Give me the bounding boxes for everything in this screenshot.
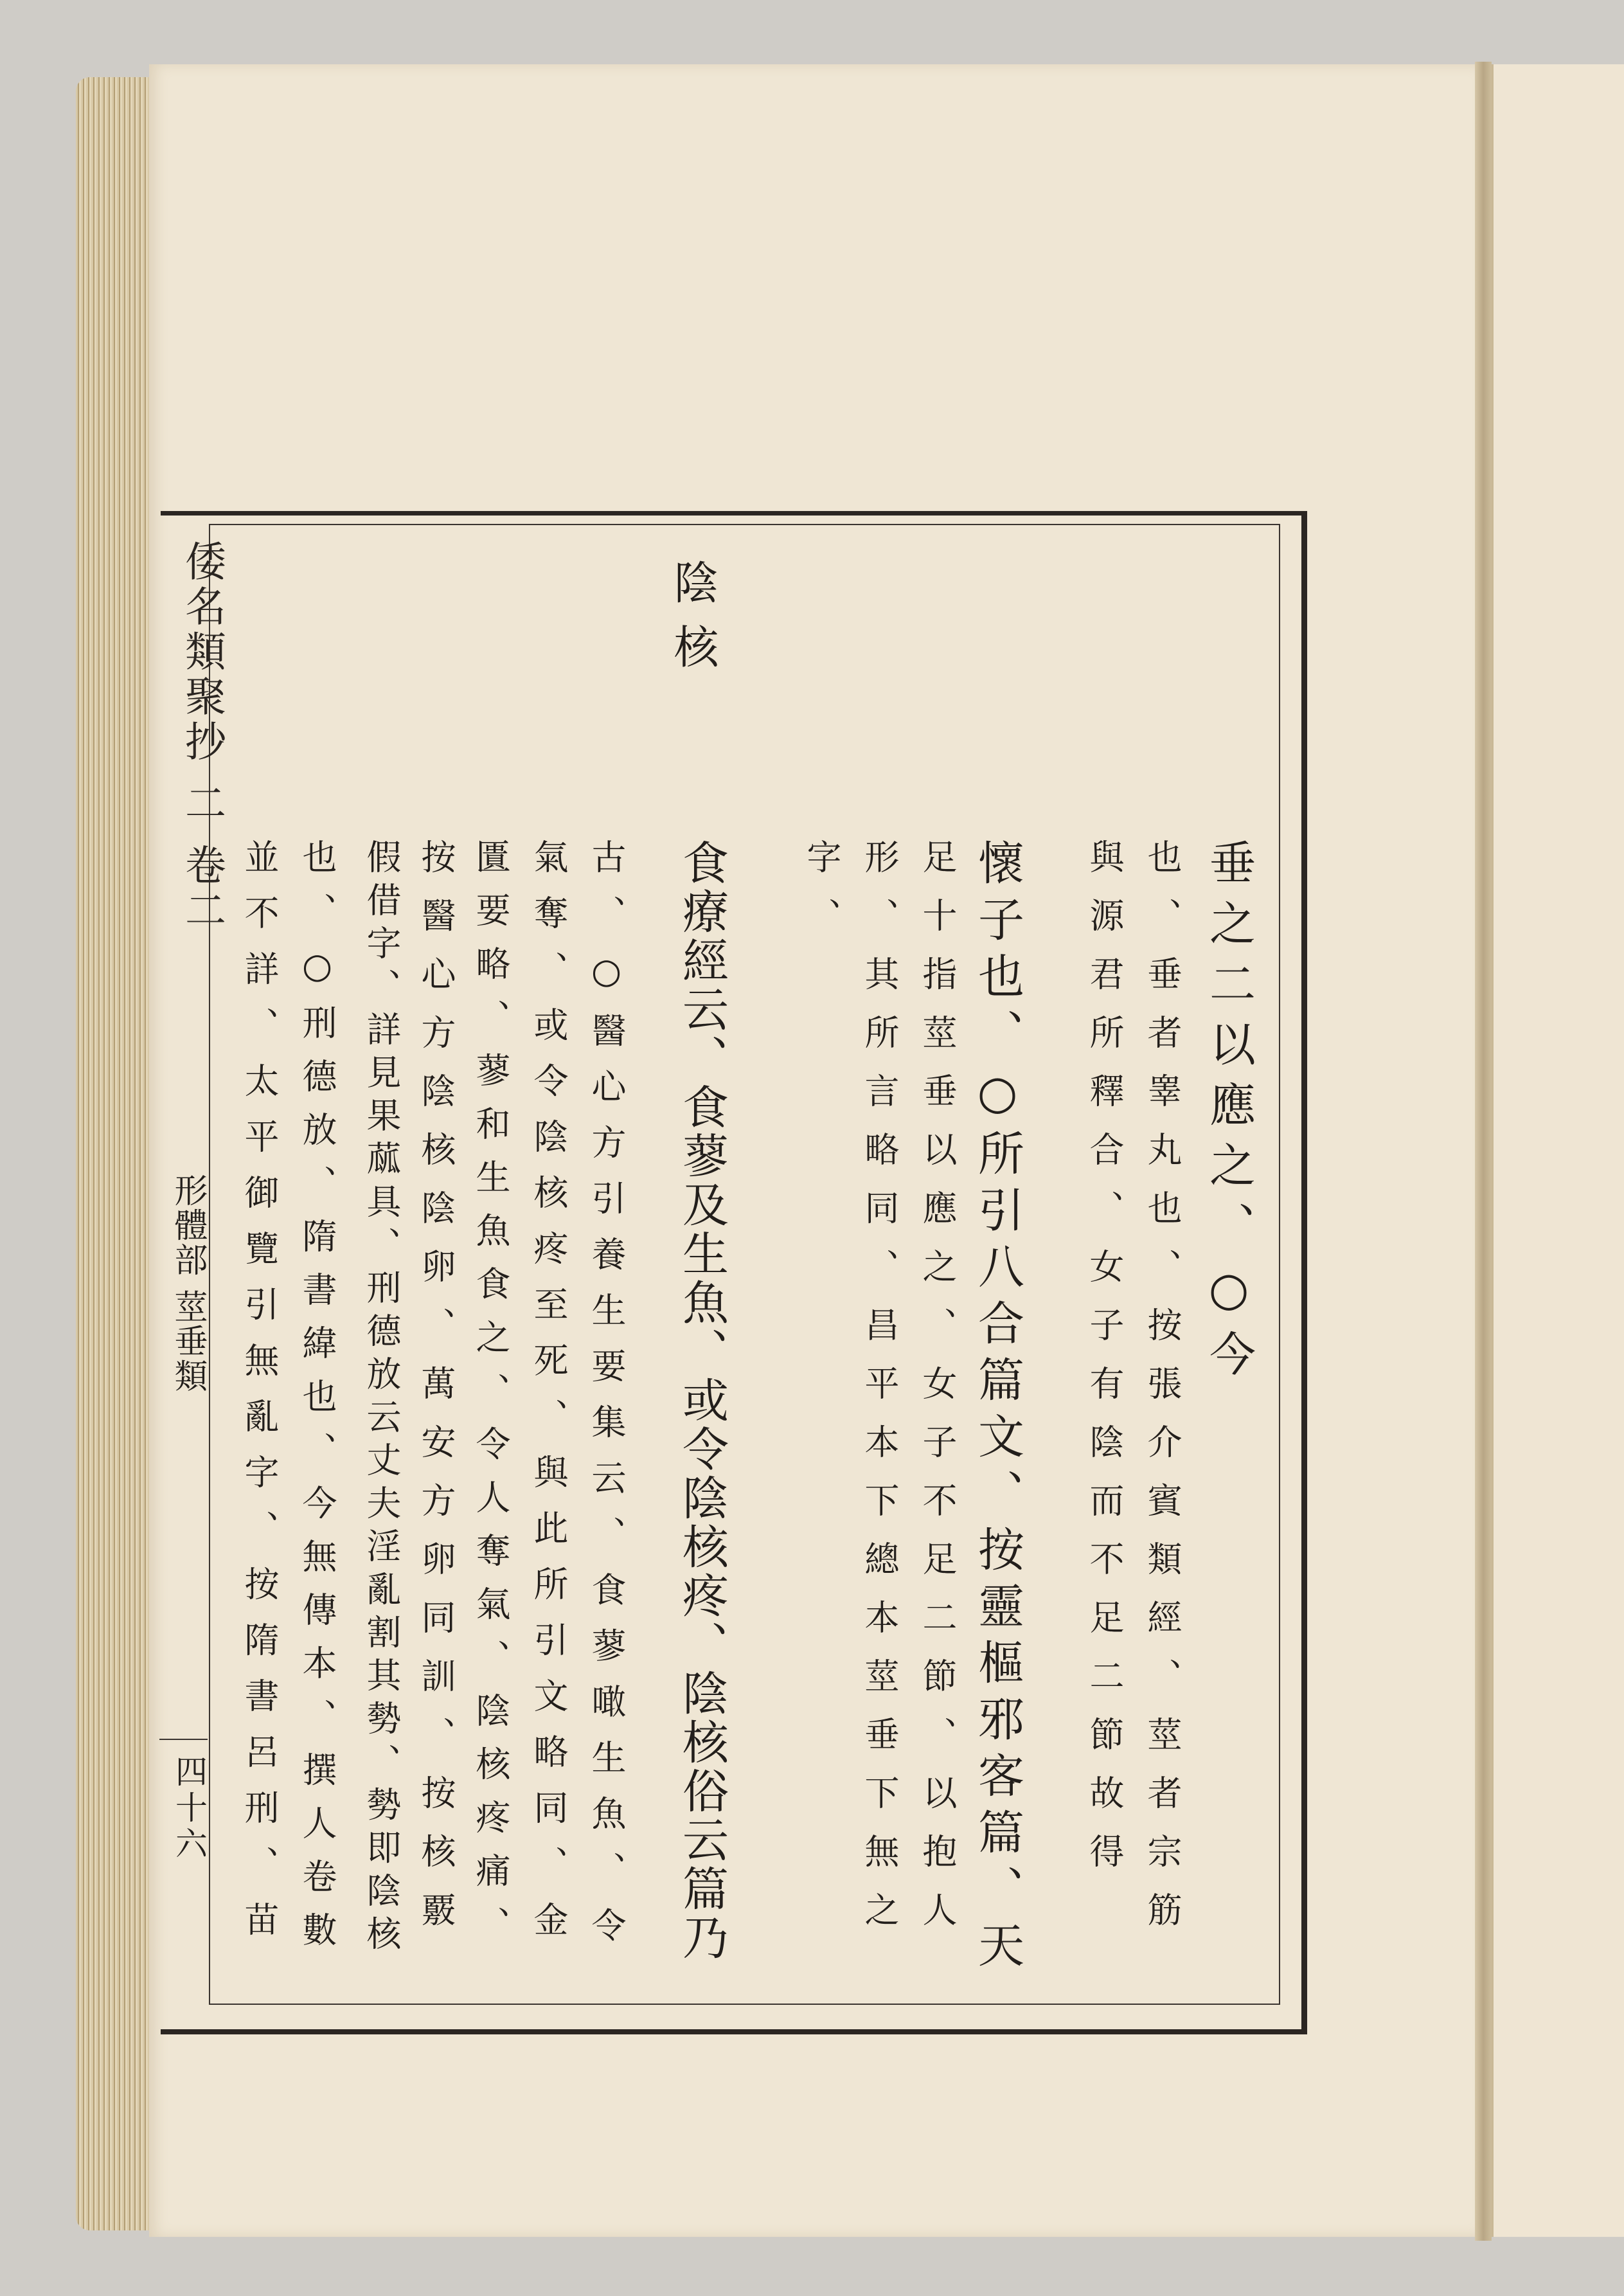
text-column: 氣奪、或令陰核疼至死、與此所引文略同、金: [528, 839, 569, 1957]
margin-divider: [159, 1739, 208, 1740]
page-edges: [76, 77, 159, 2230]
text-column: 字、: [801, 839, 842, 956]
text-column: 古、○醫心方引養生要集云、食蓼噉生魚、令: [586, 839, 627, 1963]
text-column: 與源君所釋合、女子有陰而不足二節故得: [1084, 839, 1125, 1892]
text-column: 食療經云、食蓼及生魚、或令陰核疼、陰核俗云篇乃: [675, 839, 729, 1962]
text-column: 足十指莖垂以應之、女子不足二節、以抱人: [917, 839, 958, 1950]
text-column: 匱要略、蓼和生魚食之、令人奪氣、陰核疼痛、: [470, 839, 511, 1959]
text-column: 垂之二以應之、○今: [1202, 839, 1256, 1390]
text-column: 假借字、詳見果蓏具、刑德放云丈夫淫亂割其勢、勢即陰核: [361, 839, 402, 1959]
page-number: 四十六: [170, 1755, 208, 1863]
text-column: 懷子也、○所引八合篇文、按靈樞邪客篇、天: [970, 839, 1024, 1978]
section-label: 形體部 莖垂類: [168, 1173, 207, 1394]
text-column: 也、垂者睾丸也、按張介賓類經、莖者宗筋: [1142, 839, 1182, 1950]
book-title: 倭名類聚抄 二 卷二: [178, 540, 226, 934]
text-column: 形、其所言略同、昌平本下總本莖垂下無之: [859, 839, 900, 1950]
book-gutter: [1475, 62, 1492, 2241]
text-column: 也、○刑德放、隋書緯也、今無傳本、撰人卷數: [297, 839, 337, 1965]
entry-heading: 陰核: [666, 559, 719, 688]
text-column: 按醫心方陰核陰卵、萬安方卵同訓、按核覈: [416, 839, 456, 1950]
facing-page-edge: [1490, 64, 1624, 2237]
text-column: 並不詳、太平御覽引無亂字、按隋書呂刑、苗: [239, 839, 280, 1957]
